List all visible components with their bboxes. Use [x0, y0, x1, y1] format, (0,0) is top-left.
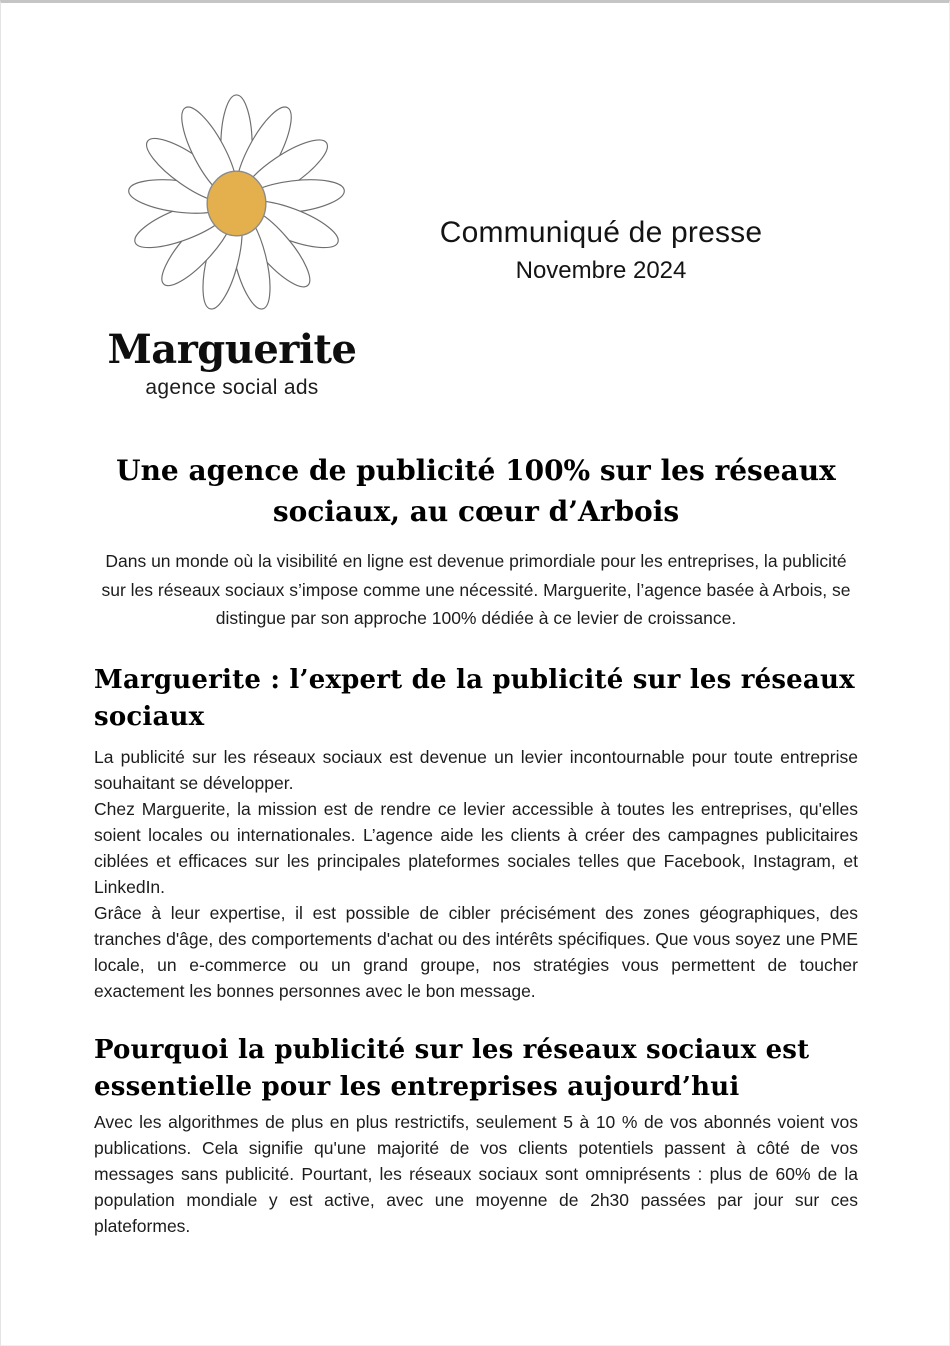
- paragraph: Chez Marguerite, la mission est de rendre ce levier accessible à toutes les entreprises, qu'elles soient locales ou internationales. L’agence aide les clients à créer des campagnes publicitaires ciblées et efficaces sur les principales plateformes sociales telles que Facebook, Instagram, et LinkedIn.: [94, 799, 858, 897]
- press-release-label: Communiqué de presse: [439, 216, 763, 249]
- section-body-pourquoi: [94, 1109, 858, 1239]
- paragraph: Grâce à leur expertise, il est possible de cibler précisément des zones géographiques, des tranches d'âge, des comportements d'achat ou des intérêts spécifiques. Que vous soyez une PME locale, un e-commerce ou un grand groupe, nos stratégies vous permettent de toucher exactement les bonnes personnes avec le bon message.: [94, 903, 858, 1001]
- daisy-logo-icon: [119, 93, 354, 316]
- press-release-date: Novembre 2024: [515, 257, 687, 284]
- brand-tagline: agence social ads: [145, 376, 319, 399]
- paragraph: La publicité sur les réseaux sociaux est devenue un levier incontournable pour toute entreprise souhaitant se développer.: [94, 747, 858, 793]
- section-body-expert: [94, 744, 858, 1004]
- brand-name: Marguerite: [107, 326, 357, 373]
- section-heading-pourquoi: Pourquoi la publicité sur les réseaux sociaux est essentielle pour les entreprises aujourd’hui: [94, 1035, 810, 1102]
- logo-text-block: [86, 326, 378, 400]
- paragraph: Avec les algorithmes de plus en plus restrictifs, seulement 5 à 10 % de vos abonnés voient vos publications. Cela signifie qu'une majorité de vos clients potentiels passent à côté de vos messages sans publicité. Pourtant, les réseaux sociaux sont omniprésents : plus de 60% de la population mondiale y est active, avec une moyenne de 2h30 passées par jour sur ces plateformes.: [94, 1112, 858, 1236]
- section-heading-expert: Marguerite : l’expert de la publicité sur les réseaux sociaux: [94, 665, 855, 732]
- article-title: Une agence de publicité 100% sur les réseaux sociaux, au cœur d’Arbois: [116, 454, 836, 528]
- press-header-block: [381, 216, 821, 285]
- article-intro: Dans un monde où la visibilité en ligne est devenue primordiale pour les entreprises, la publicité sur les réseaux sociaux s’impose comme une nécessité. Marguerite, l’agence basée à Arbois, se distingue par son approche 100% dédiée à ce levier de croissance.: [101, 551, 851, 628]
